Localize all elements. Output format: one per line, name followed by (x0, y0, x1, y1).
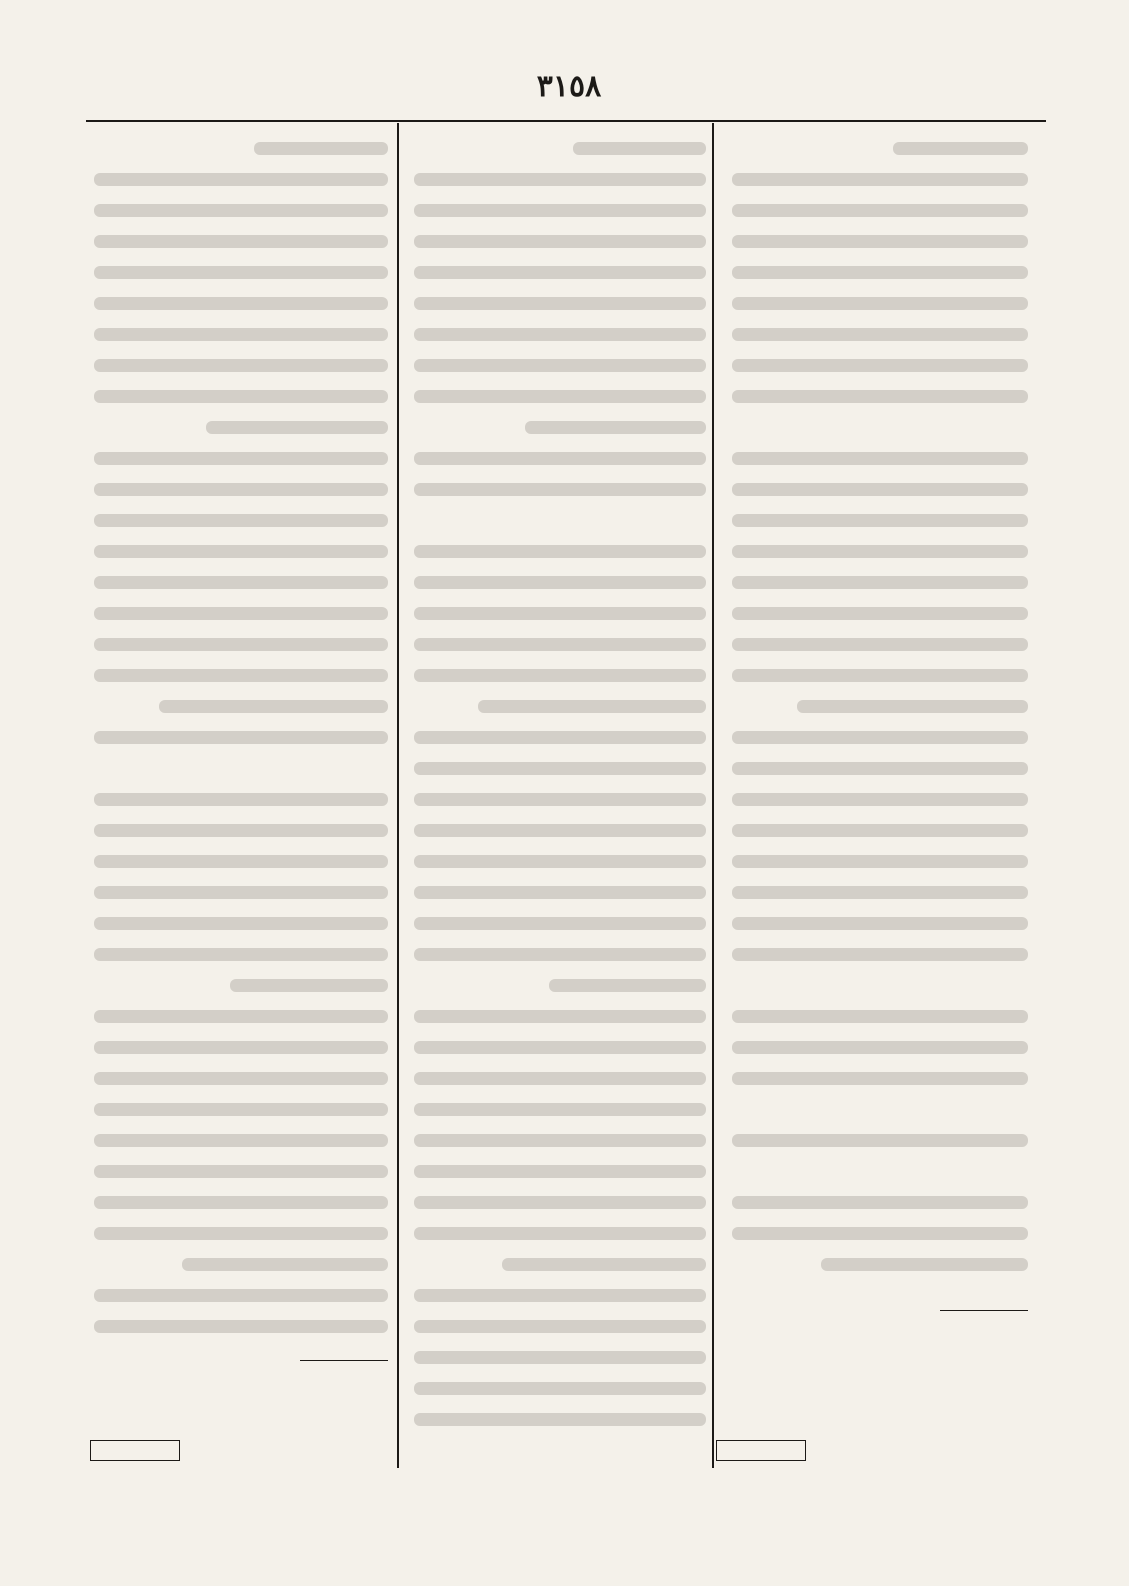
text-line-placeholder (94, 886, 388, 899)
text-line-placeholder (94, 1072, 388, 1085)
text-line-placeholder (94, 948, 388, 961)
text-line-placeholder (414, 1072, 706, 1085)
text-line-placeholder (94, 297, 388, 310)
text-line-placeholder (732, 917, 1028, 930)
text-line-placeholder (732, 1227, 1028, 1240)
text-line-placeholder (414, 669, 706, 682)
text-line-placeholder (414, 1227, 706, 1240)
text-line-placeholder (414, 1010, 706, 1023)
text-line-placeholder (94, 824, 388, 837)
text-line-placeholder (732, 545, 1028, 558)
text-line-placeholder (94, 855, 388, 868)
text-line-placeholder (94, 607, 388, 620)
text-line-placeholder (94, 1134, 388, 1147)
text-line-placeholder (414, 452, 706, 465)
text-line-placeholder (414, 1413, 706, 1426)
text-line-placeholder (414, 607, 706, 620)
text-line-placeholder (732, 731, 1028, 744)
text-line-placeholder (94, 545, 388, 558)
footnote-rule-right (940, 1310, 1028, 1311)
text-line-placeholder (732, 1196, 1028, 1209)
text-line-placeholder (414, 204, 706, 217)
text-line-placeholder (414, 948, 706, 961)
text-line-placeholder (732, 297, 1028, 310)
text-line-placeholder (414, 483, 706, 496)
text-line-placeholder (414, 545, 706, 558)
text-line-placeholder (414, 328, 706, 341)
text-line-placeholder (414, 731, 706, 744)
text-line-placeholder (94, 917, 388, 930)
text-line-placeholder (732, 824, 1028, 837)
text-line-placeholder (414, 266, 706, 279)
editor-tag-right (716, 1440, 806, 1461)
text-line-placeholder (797, 700, 1028, 713)
text-line-placeholder (414, 1165, 706, 1178)
text-line-placeholder (94, 731, 388, 744)
text-line-placeholder (732, 948, 1028, 961)
text-line-placeholder (732, 173, 1028, 186)
text-line-placeholder (182, 1258, 388, 1271)
text-line-placeholder (94, 235, 388, 248)
text-line-placeholder (94, 266, 388, 279)
text-line-placeholder (94, 483, 388, 496)
text-line-placeholder (732, 1072, 1028, 1085)
text-line-placeholder (94, 1289, 388, 1302)
text-line-placeholder (94, 576, 388, 589)
text-line-placeholder (732, 514, 1028, 527)
text-line-placeholder (414, 173, 706, 186)
text-line-placeholder (414, 390, 706, 403)
text-line-placeholder (414, 1134, 706, 1147)
text-line-placeholder (525, 421, 706, 434)
text-line-placeholder (94, 1103, 388, 1116)
text-line-placeholder (414, 917, 706, 930)
text-line-placeholder (893, 142, 1028, 155)
text-line-placeholder (414, 297, 706, 310)
text-line-placeholder (414, 1103, 706, 1116)
text-line-placeholder (414, 638, 706, 651)
text-line-placeholder (732, 235, 1028, 248)
text-line-placeholder (94, 1010, 388, 1023)
text-line-placeholder (732, 266, 1028, 279)
text-line-placeholder (94, 1227, 388, 1240)
text-line-placeholder (94, 328, 388, 341)
text-line-placeholder (732, 793, 1028, 806)
text-line-placeholder (732, 669, 1028, 682)
text-line-placeholder (414, 576, 706, 589)
text-line-placeholder (94, 514, 388, 527)
text-line-placeholder (502, 1258, 706, 1271)
text-line-placeholder (732, 855, 1028, 868)
text-line-placeholder (254, 142, 388, 155)
text-line-placeholder (94, 359, 388, 372)
text-line-placeholder (414, 1382, 706, 1395)
text-line-placeholder (732, 638, 1028, 651)
text-line-placeholder (94, 638, 388, 651)
text-column-middle (410, 138, 706, 1458)
text-line-placeholder (94, 390, 388, 403)
top-rule (86, 120, 1046, 122)
text-line-placeholder (414, 1041, 706, 1054)
text-line-placeholder (159, 700, 388, 713)
text-line-placeholder (414, 235, 706, 248)
footnote-rule-left (300, 1360, 388, 1361)
text-line-placeholder (732, 483, 1028, 496)
text-column-right (728, 138, 1028, 1438)
text-line-placeholder (732, 359, 1028, 372)
text-line-placeholder (414, 762, 706, 775)
text-line-placeholder (94, 1320, 388, 1333)
text-line-placeholder (94, 793, 388, 806)
text-line-placeholder (573, 142, 706, 155)
text-line-placeholder (94, 204, 388, 217)
editor-tag-left (90, 1440, 180, 1461)
text-line-placeholder (94, 1196, 388, 1209)
text-line-placeholder (94, 1165, 388, 1178)
text-line-placeholder (414, 824, 706, 837)
text-line-placeholder (414, 886, 706, 899)
column-divider-right (712, 123, 714, 1468)
text-line-placeholder (94, 1041, 388, 1054)
text-line-placeholder (478, 700, 706, 713)
text-line-placeholder (732, 1010, 1028, 1023)
text-line-placeholder (414, 1196, 706, 1209)
text-line-placeholder (732, 1041, 1028, 1054)
text-line-placeholder (732, 390, 1028, 403)
text-line-placeholder (94, 452, 388, 465)
text-line-placeholder (206, 421, 388, 434)
column-divider-left (397, 123, 399, 1468)
text-line-placeholder (732, 762, 1028, 775)
text-line-placeholder (414, 1351, 706, 1364)
text-line-placeholder (414, 1320, 706, 1333)
text-line-placeholder (94, 669, 388, 682)
text-line-placeholder (732, 204, 1028, 217)
text-line-placeholder (821, 1258, 1028, 1271)
text-line-placeholder (414, 793, 706, 806)
text-line-placeholder (732, 576, 1028, 589)
text-line-placeholder (732, 328, 1028, 341)
text-line-placeholder (414, 1289, 706, 1302)
text-column-left (90, 138, 388, 1438)
text-line-placeholder (732, 886, 1028, 899)
text-line-placeholder (732, 452, 1028, 465)
text-line-placeholder (732, 1134, 1028, 1147)
text-line-placeholder (414, 359, 706, 372)
page-number: ٣١٥٨ (536, 69, 602, 104)
text-line-placeholder (549, 979, 706, 992)
text-line-placeholder (94, 173, 388, 186)
text-line-placeholder (230, 979, 388, 992)
text-line-placeholder (732, 607, 1028, 620)
text-line-placeholder (414, 855, 706, 868)
